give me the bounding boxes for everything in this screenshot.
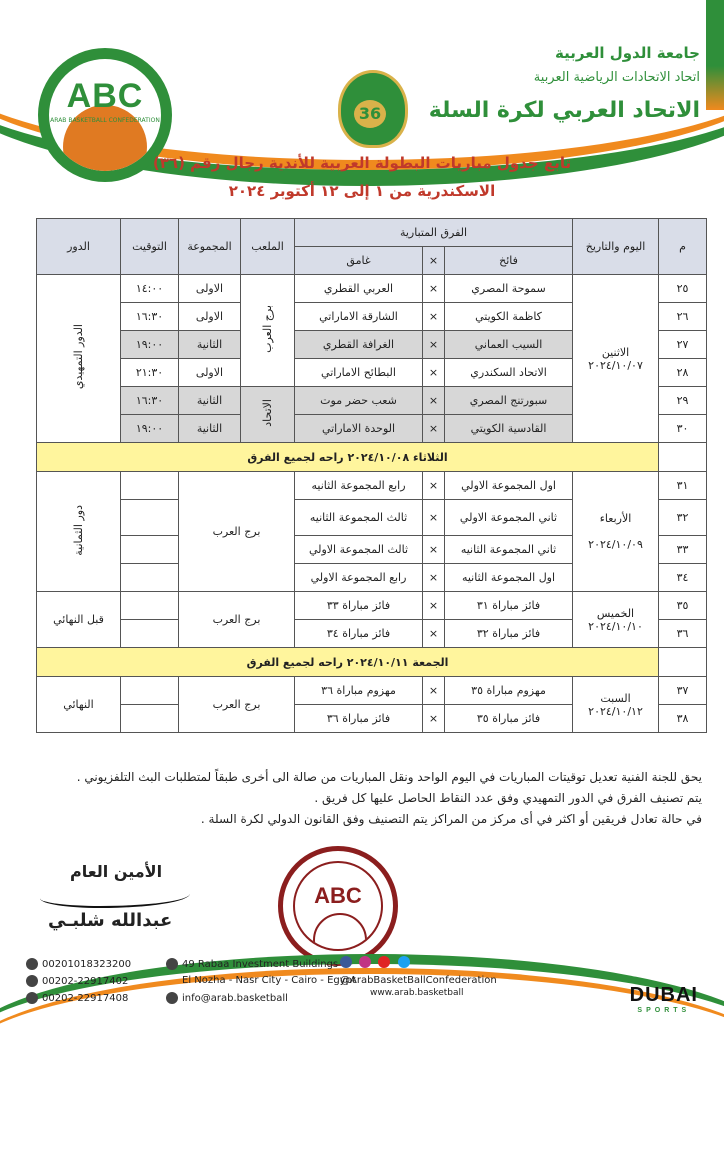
table-header-row — [37, 219, 707, 247]
header-num: م — [659, 219, 707, 275]
notes-list — [22, 770, 702, 833]
rest-day-row: الجمعة ٢٠٢٤/١٠/١١ راحه لجميع الفرق — [37, 648, 707, 677]
table-row: ٣٣ ثاني المجموعة الثانيه × ثالث المجموعة الاولي — [37, 536, 707, 564]
venue-cell-ittihad: الاتحاد — [241, 387, 295, 443]
phone-icon — [26, 975, 38, 987]
abc-logo-subtitle: ARAB BASKETBALL CONFEDERATION — [50, 117, 160, 124]
org-line-1: جامعة الدول العربية — [555, 44, 700, 62]
table-row: ٣٢ ثاني المجموعة الاولي × ثالث المجموعة الثانيه — [37, 500, 707, 536]
header-x: × — [423, 247, 445, 275]
table-row: ٢٥ الاثنين ٢٠٢٤/١٠/٠٧ سموحة المصري × العربي القطري برج العرب الاولى ١٤:٠٠ الدور التمهيدي — [37, 275, 707, 303]
location-icon — [166, 958, 178, 970]
table-row: ٣١ الأربعاء ٢٠٢٤/١٠/٠٩ اول المجموعة الاولي × رابع المجموعة الثانيه برج العرب دور الثمانية — [37, 472, 707, 500]
table-row: ٢٧ السيب العماني × الغرافة القطري الثانية ١٩:٠٠ — [37, 331, 707, 359]
round-cell-final: النهائي — [37, 677, 121, 733]
phone-row: 00202-22917402 — [26, 975, 128, 987]
corner-decoration — [706, 0, 724, 110]
header-teams: الفرق المتبارية — [295, 219, 573, 247]
header-winner: فائخ — [445, 247, 573, 275]
phone-icon — [26, 958, 38, 970]
fax-icon — [26, 992, 38, 1004]
email-icon — [166, 992, 178, 1004]
signature-stroke — [40, 884, 190, 908]
twitter-icon[interactable] — [398, 956, 410, 968]
table-row: ٣٧ السبت ٢٠٢٤/١٠/١٢ مهزوم مباراة ٣٥ × مهزوم مباراة ٣٦ برج العرب النهائي — [37, 677, 707, 705]
youtube-icon[interactable] — [378, 956, 390, 968]
fax-row: 00202-22917408 — [26, 992, 128, 1004]
social-icons — [340, 956, 414, 968]
abc-logo-text: ABC — [66, 77, 144, 115]
org-line-2: اتحاد الاتحادات الرياضية العربية — [533, 70, 700, 85]
table-row: ٢٩ سبورتنج المصري × شعب حضر موت الاتحاد الثانية ١٦:٣٠ — [37, 387, 707, 415]
header-venue: الملعب — [241, 219, 295, 275]
phone-row: 00201018323200 — [26, 958, 131, 970]
schedule-title: تابع جدول مباريات البطولة العربية للأندية رجال رقم (٣٦) — [152, 154, 572, 172]
day-cell-monday: الاثنين ٢٠٢٤/١٠/٠٧ — [573, 275, 659, 443]
table-row: ٣٦ فائز مباراة ٣٢ × فائز مباراة ٣٤ — [37, 620, 707, 648]
round-cell-prelim: الدور التمهيدي — [37, 275, 121, 443]
website-link[interactable]: www.arab.basketball — [370, 988, 464, 998]
day-cell-wednesday: الأربعاء ٢٠٢٤/١٠/٠٩ — [573, 472, 659, 592]
address-line-2: El Nozha - Nasr City - Cairo - Egypt — [182, 975, 356, 986]
day-cell-thursday: الخميس ٢٠٢٤/١٠/١٠ — [573, 592, 659, 648]
org-line-3: الاتحاد العربي لكرة السلة — [428, 98, 700, 123]
note-item: يتم تصنيف الفرق في الدور التمهيدي وفق عدد النقاط الحاصل عليها كل فريق . — [314, 791, 702, 805]
header-time: التوقيت — [121, 219, 179, 275]
table-row: ٣٥ الخميس ٢٠٢٤/١٠/١٠ فائز مباراة ٣١ × فائز مباراة ٣٣ برج العرب قبل النهائي — [37, 592, 707, 620]
table-row: ٣٠ القادسية الكويتي × الوحدة الاماراتي الثانية ١٩:٠٠ — [37, 415, 707, 443]
day-cell-saturday: السبت ٢٠٢٤/١٠/١٢ — [573, 677, 659, 733]
header-round: الدور — [37, 219, 121, 275]
header-group: المجموعة — [179, 219, 241, 275]
header-loser: غامق — [295, 247, 423, 275]
table-row: ٢٨ الاتحاد السكندري × البطائح الاماراتي الاولى ٢١:٣٠ — [37, 359, 707, 387]
note-item: في حالة تعادل فريقين أو اكثر في أى مركز من المراكز يتم التصنيف وفق القانون الدولي لكرة السلة . — [200, 812, 702, 826]
championship-number: 36 — [354, 100, 386, 128]
email-row[interactable]: info@arab.basketball — [166, 992, 288, 1004]
rest-day-row: الثلاثاء ٢٠٢٤/١٠/٠٨ راحه لجميع الفرق — [37, 443, 707, 472]
facebook-icon[interactable] — [340, 956, 352, 968]
round-cell-sf: قبل النهائي — [37, 592, 121, 648]
schedule-table — [36, 218, 707, 733]
schedule-subtitle: الاسكندرية من ١ إلى ١٢ أكتوبر ٢٠٢٤ — [228, 182, 496, 200]
signature-name: عبدالله شلبـي — [48, 910, 173, 931]
address-line-1: 49 Rabaa Investment Buildings — [166, 958, 338, 970]
note-item: يحق للجنة الفنية تعديل توقيتات المباريات في اليوم الواحد ونقل المباريات من صالة الى أخرى طبقاً لمتطلبات البث التلفزيوني . — [76, 770, 702, 784]
header-day: اليوم والتاريخ — [573, 219, 659, 275]
table-row: ٣٤ اول المجموعة الثانيه × رابع المجموعة الاولي — [37, 564, 707, 592]
social-handle[interactable]: @ArabBasketBallConfederation — [340, 975, 497, 986]
dubai-sports-logo: DUBAI SPORTS — [629, 984, 698, 1014]
instagram-icon[interactable] — [359, 956, 371, 968]
round-cell-qf: دور الثمانية — [37, 472, 121, 592]
table-row: ٢٦ كاظمة الكويتي × الشارقة الاماراتي الاولى ١٦:٣٠ — [37, 303, 707, 331]
venue-cell-arab: برج العرب — [241, 275, 295, 387]
table-row: ٣٨ فائز مباراة ٣٥ × فائز مباراة ٣٦ — [37, 705, 707, 733]
signature-title: الأمين العام — [70, 862, 163, 881]
abc-stamp: ABC — [278, 846, 398, 966]
basketball-icon — [313, 913, 367, 951]
championship-logo — [332, 60, 408, 150]
